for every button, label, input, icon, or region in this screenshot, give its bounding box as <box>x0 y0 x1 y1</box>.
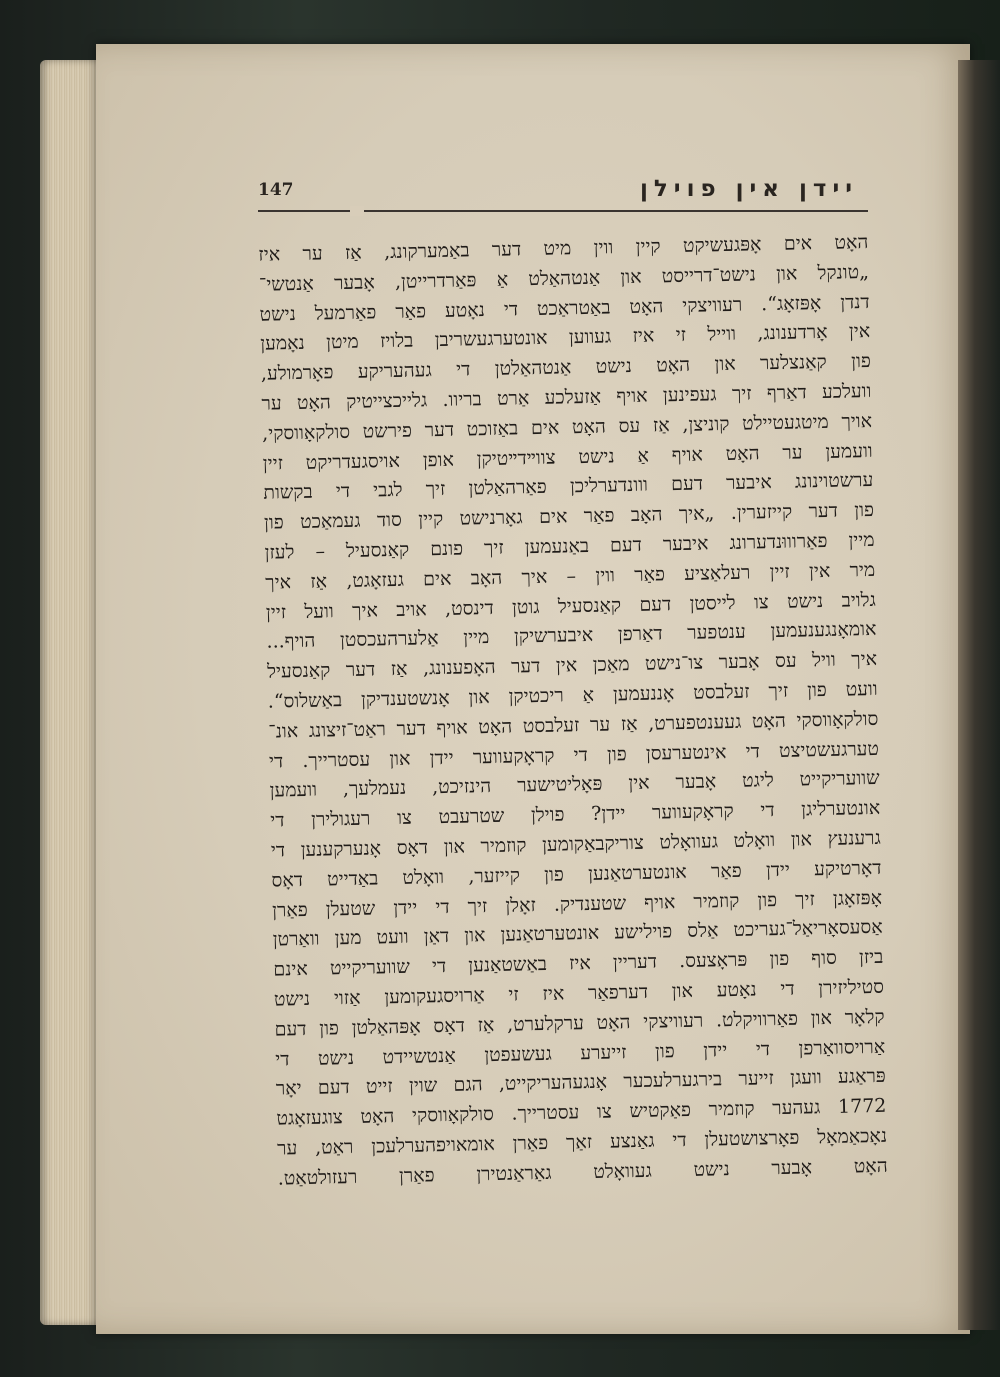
header-rule-gap <box>350 206 364 216</box>
text-line: ביזן סוף פון פּראָצעס. דעריין איז באַשטאַנען די שוועריקייט אינם <box>273 945 884 981</box>
text-line: „טונקל און נישט־דרייסט און אַנטהאַלט אַ פּאַרדרייטן, אָבער אַנטשי־ <box>258 260 870 296</box>
text-line: אויך מיטגעטיילט קוניצן, אַז עס האָט אים באַזוכט דער פירשט סולקאָווסקי, <box>261 409 873 445</box>
running-title: יידן אין פוילן <box>640 176 858 202</box>
text-line: סולקאָווסקי האָט געענטפערט, אַז ער זעלבסט האָט אויף דער ראַט־זיצונג אונ־ <box>268 707 879 743</box>
text-line: פּראַגע וועגן זייער בירגערלעכער אָנגעהעריקייט, הגם שוין זייט דעם יאָר <box>275 1065 886 1100</box>
text-line: דאָרטיקע יידן פאַר אונטערטאַנען פון קייזער, וואָלט באַדייט דאָס <box>271 856 882 892</box>
text-line: וועמען ער האָט אויף אַ נישט צווײדײטיקן אופן אויסגעדריקט זיין <box>262 439 873 475</box>
text-line: אַסעסאָריאַל־געריכט אַלס פוילישע אונטערטאַנען און דאַן וועט מען וואַרטן <box>272 916 883 951</box>
page-edges <box>40 60 104 1325</box>
text-line: גרענעץ און וואָלט געוואָלט צוריקבאַקומען קוזמיר און דאָס אָנערקענען די <box>270 826 882 862</box>
text-line: איך וויל עס אָבער צו־נישט מאַכן אין דער האָפענונג, אַז דער קאַנסעיל <box>266 648 878 683</box>
text-line: פון דער קייזערין. „איך האָב פאַר אים גאָרנישט קיין סוד געמאַכט פון <box>263 499 875 534</box>
body-text <box>258 228 888 1194</box>
page-number: 147 <box>258 180 294 200</box>
book-gutter <box>958 60 1000 1330</box>
text-line: האָט אים אָפּגעשיקט קיין ווין מיט דער באַמערקונג, אַז ער איז <box>258 230 869 266</box>
text-line: אונטערליגן די קראָקעווער יידן? פוילן שטרעבט צו רעגולירן די <box>270 797 881 832</box>
text-line: מיר אין זיין רעלאַציע פאַר ווין – איך האָב אים געזאָגט, אַז איך <box>265 558 876 594</box>
text-line: ערשטוינונג איבער דעם ווונדערליכן פאַרהאַלטן זיך לגבי די בקשות <box>263 469 874 505</box>
text-line: אין אָרדענונג, ווייל זי איז געווען אונטערגעשריבן בלויז מיטן נאָמען <box>260 320 871 356</box>
page-header <box>258 176 868 226</box>
text-line: קלאָר און פאַרוויקלט. רעוויצקי האָט ערקלערט, אַז דאָס אָפּהאַלטן פון דעם <box>274 1005 885 1041</box>
text-line: האָט אָבער נישט געוואָלט גאַראַנטירן פאַרן רעזולטאַט. <box>277 1154 888 1190</box>
text-line: אומאָנגענעמען ענטפער דאַרפן איבערשיקן מיין אַלערהעכסטן הויף... <box>266 618 877 654</box>
text-line: אַרויסוואַרפן די יידן פון זייערע געשעפטן אַנטשיידט נישט די <box>275 1035 886 1071</box>
text-line: וועלכע דאַרף זיך געפינען אויף אַזעלכע אַרט בריוו. גלייכצייטיק האָט ער <box>261 379 872 415</box>
text-line: טערגעשטיצט די אינטערעסן פון די קראָקעווער יידן און עסטרייך. די <box>268 737 880 773</box>
text-line: אָפּזאָגן זיך פון קוזמיר אויף שטענדיק. זאָלן זיך די יידן שטעלן פאַרן <box>271 886 883 922</box>
text-line: גלויב נישט צו לייסטן דעם קאַנסעיל גוטן דינסט, אויב איך וועל זיין <box>265 588 877 624</box>
text-line: נאָכאַמאָל פאָרצושטעלן די גאַנצע זאַך פאַרן אומאויפהערלעכן ראַט, ער <box>276 1124 888 1160</box>
text-line: פון קאַנצלער און האָט נישט אַנטהאַלטן די געהעריקע פאָרמולע, <box>260 350 872 385</box>
text-line: וועט פון זיך זעלבסט אָננעמען אַ ריכטיקן און אָנשטענדיקן באַשלוס“. <box>267 677 878 713</box>
text-line: סטיליזירן די נאָטע און דערפאַר איז זי אַרויסגעקומען אַזוי נישט <box>273 975 885 1011</box>
text-line: דנדן אָפּזאָג“. רעוויצקי האָט באַטראַכט די נאָטע פאַר פאַרמעל נישט <box>259 290 870 326</box>
text-line: 1772 געהער קוזמיר פאַקטיש צו עסטרייך. סולקאָווסקי האָט צוגעזאָגט <box>276 1094 887 1130</box>
text-line: מיין פאַרוווּנדערונג איבער דעם באַנעמען זיך פונם קאַנסעיל – לעזן <box>264 528 875 564</box>
text-line: שוועריקייט ליגט אָבער אין פּאָליטישער הינזיכט, נעמלעך, וועמען <box>269 767 880 802</box>
